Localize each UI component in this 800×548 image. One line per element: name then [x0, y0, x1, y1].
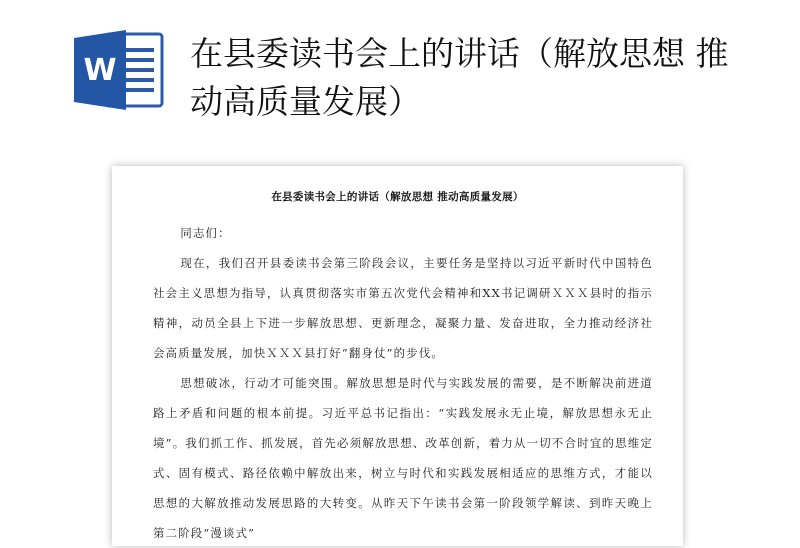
document-paragraph: 思想破冰，行动才可能突围。解放思想是时代与实践发展的需要，是不断解决前进道路上矛盾和问题的根本前提。习近平总书记指出：“实践发展永无止境，解放思想永无止境”。我们抓工作、抓发展，首先必须解放思想、改革创新，着力从一切不合时宜的思维定式、固有模式、路径依赖中解放出来，树立与时代和实践发展相适应的思维方式，才能以思想的大解放推动发展思路的大转变。从昨天下午读书会第一阶段领学解读、到昨天晚上第二阶段“漫谈式” [153, 376, 653, 540]
document-salutation: 同志们： [180, 226, 231, 240]
document-body [153, 218, 653, 548]
word-icon-letter: W [83, 53, 117, 88]
document-page [112, 166, 683, 546]
document-paragraph: 现在，我们召开县委读书会第三阶段会议，主要任务是坚持以习近平新时代中国特色社会主义思想为指导，认真贯彻落实市第五次党代会精神和XX书记调研ＸＸＸ县时的指示精神，动员全县上下进一步解放思想、更新理念，凝聚力量、发奋进取，全力推动经济社会高质量发展，加快ＸＸＸ县打好“翻身仗”的步伐。 [153, 256, 653, 360]
page-header [0, 0, 800, 160]
document-title: 在县委读书会上的讲话（解放思想 推动高质量发展） [271, 191, 524, 203]
page-title: 在县委读书会上的讲话（解放思想 推动高质量发展） [190, 34, 729, 121]
word-document-icon [72, 28, 164, 112]
